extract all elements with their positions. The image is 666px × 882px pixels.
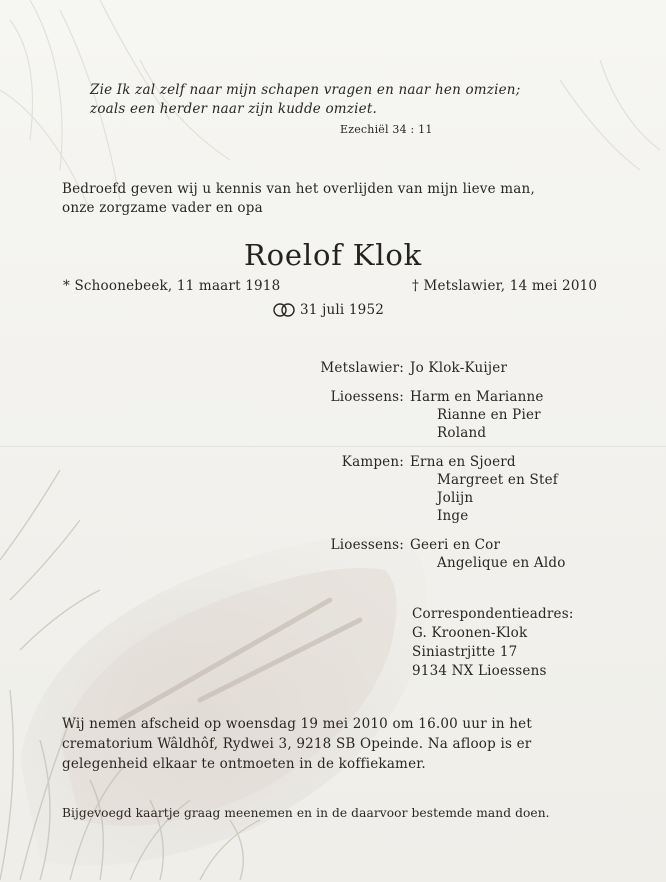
closing-note: Bijgevoegd kaartje graag meenemen en in de daarvoor bestemde mand doen. [62, 806, 550, 820]
family-member: Rianne en Pier [437, 407, 541, 423]
announcement-line-2: onze zorgzame vader en opa [62, 200, 263, 216]
farewell-line-2: crematorium Wâldhôf, Rydwei 3, 9218 SB Opeinde. Na afloop is er [62, 736, 532, 752]
deceased-name: Roelof Klok [244, 238, 422, 272]
family-member: Angelique en Aldo [437, 555, 566, 571]
correspondence-label: Correspondentieadres: [412, 606, 574, 622]
marriage-date: 31 juli 1952 [300, 302, 385, 318]
family-member: Margreet en Stef [437, 472, 558, 488]
family-place: Metslawier: [320, 360, 404, 376]
paper-fold-line [0, 446, 666, 448]
family-place: Kampen: [341, 454, 404, 470]
correspondence-name: G. Kroonen-Klok [412, 625, 528, 641]
family-member: Roland [437, 425, 487, 441]
family-member: Geeri en Cor [410, 537, 501, 553]
birth-date: * Schoonebeek, 11 maart 1918 [63, 278, 281, 294]
wedding-rings-icon [271, 302, 297, 318]
family-member: Inge [437, 508, 469, 524]
family-member: Jo Klok-Kuijer [410, 360, 508, 376]
family-member: Jolijn [437, 490, 474, 506]
announcement-line-1: Bedroefd geven wij u kennis van het overlijden van mijn lieve man, [62, 181, 535, 197]
farewell-line-1: Wij nemen afscheid op woensdag 19 mei 2010 om 16.00 uur in het [62, 716, 532, 732]
correspondence-street: Siniastrjitte 17 [412, 644, 518, 660]
family-member: Harm en Marianne [410, 389, 544, 405]
family-place: Lioessens: [330, 389, 404, 405]
farewell-line-3: gelegenheid elkaar te ontmoeten in de koffiekamer. [62, 756, 426, 772]
correspondence-city: 9134 NX Lioessens [412, 663, 547, 679]
family-member: Erna en Sjoerd [410, 454, 516, 470]
verse-reference: Ezechiël 34 : 11 [340, 123, 433, 136]
verse-line-2: zoals een herder naar zijn kudde omziet. [90, 101, 377, 117]
family-place: Lioessens: [330, 537, 404, 553]
verse-line-1: Zie Ik zal zelf naar mijn schapen vragen en naar hen omzien; [90, 82, 521, 98]
death-date: † Metslawier, 14 mei 2010 [412, 278, 598, 294]
